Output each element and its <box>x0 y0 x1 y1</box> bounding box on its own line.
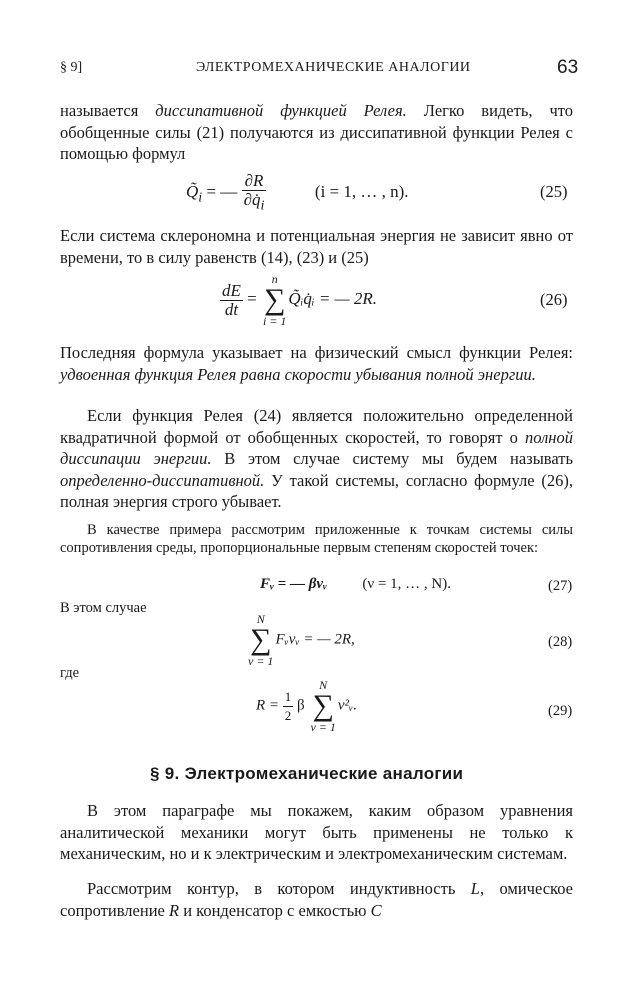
eq29-sum <box>310 678 335 734</box>
eq29-sum-symbol: ∑ <box>312 689 334 722</box>
eq26-sum-bottom: i = 1 <box>262 314 287 328</box>
eq26-body: Q̃ᵢq̇ᵢ = — 2R. <box>288 288 378 308</box>
eq26-fraction <box>220 282 243 319</box>
paragraph-3 <box>60 342 573 385</box>
eq25-condition: (i = 1, … , n). <box>314 182 409 202</box>
eq26-sum-symbol: ∑ <box>264 283 286 316</box>
p7-text-c: , омическое сопротивление <box>60 879 573 920</box>
eq29-num: 1 <box>283 688 294 707</box>
p4-italic-b: полной диссипации энергии. <box>60 427 573 468</box>
eq28-sum-top: N <box>256 612 265 626</box>
eq28-number: (28) <box>548 634 573 650</box>
eq25-den: ∂q̇ <box>243 190 261 209</box>
eq26-eq: = <box>242 288 261 308</box>
equation-27 <box>260 576 451 593</box>
header-running-title: ЭЛЕКТРОМЕХАНИЧЕСКИЕ АНАЛОГИИ <box>196 60 471 75</box>
p7-text-e: и конденсатор с емкостью <box>179 900 371 920</box>
equation-29 <box>256 678 357 734</box>
eq25-num: ∂R <box>242 172 267 191</box>
paragraph-5: В качестве примера рассмотрим приложенные к точкам системы силы сопротивления среды, пропорциональные первым степеням скоростей точек: <box>60 522 573 556</box>
eq25-den-sub: i <box>260 197 265 214</box>
header-section-ref: § 9] <box>60 60 83 75</box>
eq26-sum-top: n <box>271 272 278 286</box>
paragraph-4 <box>60 405 573 513</box>
eq25-lhs-sub: i <box>198 189 203 206</box>
eq27-number: (27) <box>548 578 573 594</box>
p1-text-c: Легко видеть, что обобщенные силы (21) получаются из диссипативной функции Релея с помощью формул <box>60 101 573 163</box>
eq25-number: (25) <box>540 182 568 201</box>
eq29-sum-top: N <box>319 678 328 692</box>
p3-italic: удвоенная функция Релея равна скорости убывания полной энергии. <box>60 364 536 384</box>
eq28-sum <box>248 612 273 668</box>
paragraph-7 <box>60 878 573 921</box>
equation-28 <box>246 612 355 668</box>
p1-term-rayleigh: диссипативной функцией Релея. <box>155 101 407 120</box>
paragraph-1 <box>60 100 573 165</box>
label-in-this-case: В этом случае <box>60 600 147 616</box>
paragraph-2: Если система склерономна и потенциальная энергия не зависит явно от времени, то в силу равенств (14), (23) и (25) <box>60 226 573 267</box>
eq25-lhs: Q̃ <box>186 182 199 202</box>
equation-26 <box>220 272 377 328</box>
eq25-eq: = — <box>202 182 242 202</box>
p3-text-a: Последняя формула указывает на физический смысл функции Релея: <box>60 343 573 362</box>
p7-italic-R: R <box>168 900 180 920</box>
section-heading: § 9. Электромеханические аналогии <box>150 764 464 783</box>
p7-italic-L: L <box>470 879 480 898</box>
p4-italic-d: определенно-диссипативной. <box>60 470 265 490</box>
eq27-condition: (ν = 1, … , N). <box>362 576 451 592</box>
p4-text-a: Если функция Релея (24) является положительно определенной квадратичной формой от обобщенных скоростей, то говорят о <box>60 406 573 447</box>
eq28-sum-bottom: ν = 1 <box>248 654 274 668</box>
p7-italic-C: C <box>370 900 382 920</box>
eq26-number: (26) <box>540 290 568 309</box>
paragraph-6: В этом параграфе мы покажем, каким образом уравнения аналитической механики могут быть применены не только к механическим, но и к электрическим и электромеханическим системам. <box>60 801 573 863</box>
eq26-sum <box>263 272 286 328</box>
eq29-beta: β <box>293 697 309 714</box>
eq29-body: v²ᵥ. <box>337 697 357 714</box>
eq26-num: dE <box>222 280 241 300</box>
eq29-number: (29) <box>548 703 573 719</box>
header-page-number: 63 <box>557 57 579 78</box>
p1-text-a: называется <box>60 101 156 120</box>
label-where: где <box>60 665 80 681</box>
eq29-fraction <box>283 688 294 725</box>
p4-text-c: В этом случае систему мы будем называть <box>211 449 573 468</box>
eq27-body: Fᵥ = — βvᵥ <box>260 576 327 592</box>
eq29-lhs: R = <box>256 697 283 714</box>
eq28-sum-symbol: ∑ <box>250 623 272 656</box>
equation-25 <box>186 172 409 214</box>
p7-text-a: Рассмотрим контур, в котором индуктивность <box>87 879 471 898</box>
eq26-den: dt <box>224 299 239 319</box>
eq29-den: 2 <box>284 707 292 723</box>
eq28-body: Fᵥvᵥ = — 2R, <box>275 631 355 648</box>
eq25-fraction <box>242 172 267 214</box>
eq29-sum-bottom: ν = 1 <box>310 720 336 734</box>
p4-text-e: У такой системы, согласно формуле (26), полная энергия строго убывает. <box>60 470 573 511</box>
